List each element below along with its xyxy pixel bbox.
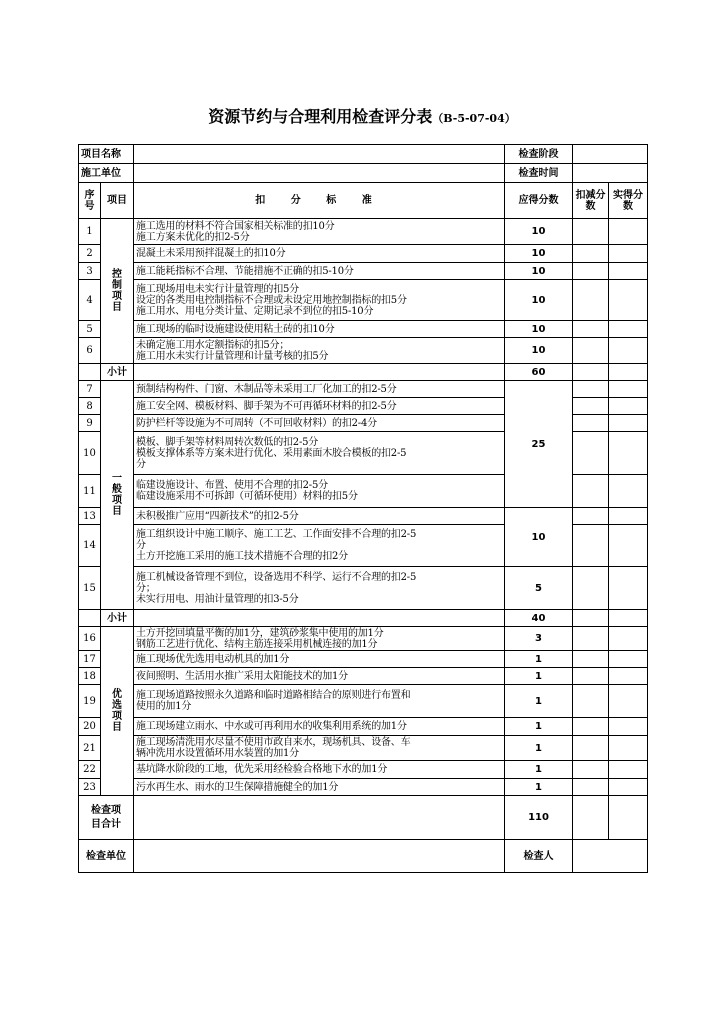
deduct-cell[interactable] (573, 338, 609, 364)
deduct-cell[interactable] (573, 508, 609, 525)
table-row (79, 321, 648, 338)
seq-cell: 11 (79, 475, 101, 508)
criteria-line: 辆冲洗用水设置循环用水装置的加1分 (136, 748, 299, 759)
criteria-cell (134, 567, 505, 610)
criteria-line: 夜间照明、生活用水推广采用太阳能技术的加1分 (136, 670, 348, 682)
actual-cell[interactable] (609, 432, 648, 475)
table-row (79, 736, 648, 761)
deduct-cell[interactable] (573, 668, 609, 685)
score-due-cell: 1 (505, 668, 573, 685)
project-name-value[interactable] (134, 145, 505, 164)
total-label (79, 796, 134, 840)
criteria-cell (134, 263, 505, 280)
criteria-line: 施工用水、用电分类计量、定期记录不到位的扣5-10分 (136, 305, 374, 317)
criteria-cell (134, 398, 505, 415)
actual-cell[interactable] (609, 610, 648, 627)
deduct-header: 扣减分数 (573, 183, 609, 219)
check-unit-value[interactable] (134, 840, 505, 873)
criteria-line: 施工现场清洗用水尽量不使用市政自来水，现场机具、设备、车 (136, 737, 411, 748)
table-row (79, 668, 648, 685)
score-due-cell: 10 (505, 321, 573, 338)
criteria-line: 防护栏杆等设施为不可周转（不可回收材料）的扣2-4分 (136, 417, 377, 429)
seq-cell: 23 (79, 779, 101, 796)
criteria-cell (134, 415, 505, 432)
table-row (79, 651, 648, 668)
subtotal-row (79, 364, 648, 381)
check-unit-label: 检查单位 (79, 840, 134, 873)
actual-cell[interactable] (609, 398, 648, 415)
construction-unit-label: 施工单位 (79, 164, 134, 183)
deduct-cell[interactable] (573, 245, 609, 263)
criteria-cell (134, 321, 505, 338)
category-general: 一 般 项 目 (101, 381, 134, 610)
deduct-cell[interactable] (573, 415, 609, 432)
subtotal-label: 小计 (101, 610, 134, 627)
criteria-line: 分； (136, 582, 156, 594)
check-stage-label: 检查阶段 (505, 145, 573, 164)
table-row (79, 567, 648, 610)
score-due-cell: 5 (505, 567, 573, 610)
deduct-cell[interactable] (573, 796, 609, 840)
actual-cell[interactable] (609, 475, 648, 508)
seq-cell: 22 (79, 761, 101, 779)
actual-cell[interactable] (609, 381, 648, 398)
seq-cell: 9 (79, 415, 101, 432)
actual-cell[interactable] (609, 761, 648, 779)
criteria-cell (134, 219, 505, 245)
criteria-line: 临建设施设计、布置、使用不合理的扣2-5分 (136, 480, 328, 491)
seq-cell: 21 (79, 736, 101, 761)
criteria-line: 施工现场道路按照永久道路和临时道路相结合的原则进行布置和 (136, 690, 411, 701)
table-row (79, 718, 648, 736)
criteria-cell (134, 685, 505, 718)
seq-cell: 3 (79, 263, 101, 280)
criteria-cell (134, 280, 505, 321)
score-sheet (78, 144, 648, 873)
criteria-line: 施工安全网、模板材料、脚手架为不可再循环材料的扣2-5分 (136, 400, 397, 412)
criteria-line: 使用的加1分 (136, 701, 192, 712)
criteria-line: 土方开挖回填量平衡的加1分，建筑砂浆集中使用的加1分 (136, 627, 384, 639)
score-due-header: 应得分数 (505, 183, 573, 219)
actual-cell[interactable] (609, 796, 648, 840)
criteria-line: 施工组织设计中施工顺序、施工工艺、工作面安排不合理的扣2-5 (136, 529, 417, 540)
total-row (79, 796, 648, 840)
actual-cell[interactable] (609, 627, 648, 651)
actual-cell[interactable] (609, 263, 648, 280)
total-criteria (134, 796, 505, 840)
seq-cell: 20 (79, 718, 101, 736)
seq-cell: 15 (79, 567, 101, 610)
check-stage-value[interactable] (573, 145, 648, 164)
criteria-line: 分 (136, 458, 146, 470)
table-row (79, 245, 648, 263)
criteria-line: 污水再生水、雨水的卫生保障措施健全的加1分 (136, 781, 339, 793)
deduct-cell[interactable] (573, 219, 609, 245)
actual-cell[interactable] (609, 280, 648, 321)
criteria-line: 施工现场建立雨水、中水或可再利用水的收集利用系统的加1分 (136, 721, 407, 732)
criteria-line: 施工用水未实行计量管理和计量考核的扣5分 (136, 350, 329, 362)
score-due-cell: 40 (505, 610, 573, 627)
table-row (79, 627, 648, 651)
criteria-line: 施工现场的临时设施建设使用粘土砖的扣10分 (136, 323, 335, 335)
table-row (79, 280, 648, 321)
score-due-cell: 1 (505, 685, 573, 718)
criteria-line: 施工选用的材料不符合国家相关标准的扣10分 (136, 220, 335, 232)
checker-value[interactable] (573, 840, 648, 873)
subtotal-criteria (134, 364, 505, 381)
deduct-cell[interactable] (573, 475, 609, 508)
deduct-cell[interactable] (573, 610, 609, 627)
criteria-cell (134, 761, 505, 779)
criteria-line: 未确定施工用水定额指标的扣5分； (136, 339, 290, 351)
criteria-cell (134, 779, 505, 796)
criteria-line: 施工方案未优化的扣2-5分 (136, 231, 250, 243)
deduct-cell[interactable] (573, 381, 609, 398)
seq-cell: 17 (79, 651, 101, 668)
score-due-cell: 1 (505, 718, 573, 736)
deduct-cell[interactable] (573, 567, 609, 610)
deduct-cell[interactable] (573, 761, 609, 779)
deduct-cell[interactable] (573, 736, 609, 761)
criteria-cell (134, 525, 505, 567)
subtotal-label: 小计 (101, 364, 134, 381)
seq-cell: 19 (79, 685, 101, 718)
item-header: 项目 (101, 183, 134, 219)
subtotal-seq (79, 610, 101, 627)
criteria-line: 钢筋工艺进行优化、结构主筋连接采用机械连接的加1分 (136, 638, 378, 650)
total-label-line: 目合计 (91, 818, 121, 830)
criteria-line: 预制结构构件、门窗、木制品等未采用工厂化加工的扣2-5分 (136, 383, 397, 395)
actual-cell[interactable] (609, 338, 648, 364)
seq-cell: 10 (79, 432, 101, 475)
actual-cell[interactable] (609, 779, 648, 796)
check-time-label: 检查时间 (505, 164, 573, 183)
deduct-cell[interactable] (573, 364, 609, 381)
deduct-cell[interactable] (573, 685, 609, 718)
score-due-cell: 60 (505, 364, 573, 381)
checker-label: 检查人 (505, 840, 573, 873)
seq-cell: 14 (79, 525, 101, 567)
criteria-line: 分 (136, 540, 146, 551)
actual-header: 实得分数 (609, 183, 648, 219)
deduct-cell[interactable] (573, 718, 609, 736)
score-due-cell: 3 (505, 627, 573, 651)
criteria-cell (134, 338, 505, 364)
criteria-cell (134, 668, 505, 685)
seq-cell: 13 (79, 508, 101, 525)
criteria-line: 基坑降水阶段的工地，优先采用经检验合格地下水的加1分 (136, 764, 388, 775)
score-due-cell: 10 (505, 508, 573, 567)
criteria-line: 临建设施采用不可拆卸（可循环使用）材料的扣5分 (136, 491, 358, 502)
project-name-label: 项目名称 (79, 145, 134, 164)
table-row (79, 263, 648, 280)
criteria-line: 模板、脚手架等材料周转次数低的扣2-5分 (136, 436, 319, 448)
score-sheet-body (79, 145, 648, 873)
table-row (79, 779, 648, 796)
criteria-line: 施工能耗指标不合理、节能措施不正确的扣5-10分 (136, 265, 354, 277)
table-row (79, 338, 648, 364)
actual-cell[interactable] (609, 525, 648, 567)
actual-cell[interactable] (609, 245, 648, 263)
actual-cell[interactable] (609, 651, 648, 668)
category-priority: 优 选 项 目 (101, 627, 134, 796)
actual-cell[interactable] (609, 685, 648, 718)
score-due-cell: 10 (505, 245, 573, 263)
criteria-cell (134, 718, 505, 736)
criteria-cell (134, 432, 505, 475)
criteria-line: 混凝土未采用预拌混凝土的扣10分 (136, 248, 286, 259)
title-main: 资源节约与合理利用检查评分表 (208, 107, 433, 126)
criteria-line: 施工机械设备管理不到位，设备选用不科学、运行不合理的扣2-5 (136, 571, 417, 583)
actual-cell[interactable] (609, 415, 648, 432)
score-due-cell: 10 (505, 219, 573, 245)
score-due-cell: 1 (505, 736, 573, 761)
deduct-cell[interactable] (573, 321, 609, 338)
subtotal-row (79, 610, 648, 627)
criteria-line: 模板支撑体系等方案未进行优化、采用素面木胶合模板的扣2-5 (136, 447, 407, 459)
criteria-cell (134, 651, 505, 668)
deduct-cell[interactable] (573, 398, 609, 415)
footer-row (79, 840, 648, 873)
subtotal-criteria (134, 610, 505, 627)
deduct-cell[interactable] (573, 263, 609, 280)
actual-cell[interactable] (609, 364, 648, 381)
seq-cell: 5 (79, 321, 101, 338)
category-control: 控 制 项 目 (101, 219, 134, 364)
deduct-cell[interactable] (573, 651, 609, 668)
table-row (79, 685, 648, 718)
criteria-line: 未实行用电、用油计量管理的扣3-5分 (136, 593, 299, 605)
seq-header: 序号 (79, 183, 101, 219)
criteria-line: 施工现场用电未实行计量管理的扣5分 (136, 283, 299, 295)
page-title (0, 104, 724, 127)
criteria-line: 设定的各类用电控制指标不合理或未设定用地控制指标的扣5分 (136, 294, 407, 306)
criteria-cell (134, 245, 505, 263)
seq-cell: 18 (79, 668, 101, 685)
score-due-cell: 1 (505, 651, 573, 668)
criteria-cell (134, 508, 505, 525)
seq-cell: 16 (79, 627, 101, 651)
table-row (79, 381, 648, 398)
actual-cell[interactable] (609, 219, 648, 245)
seq-cell: 8 (79, 398, 101, 415)
seq-cell: 2 (79, 245, 101, 263)
actual-cell[interactable] (609, 567, 648, 610)
construction-unit-value[interactable] (134, 164, 505, 183)
score-due-cell: 1 (505, 779, 573, 796)
subtotal-seq (79, 364, 101, 381)
actual-cell[interactable] (609, 718, 648, 736)
actual-cell[interactable] (609, 321, 648, 338)
criteria-cell (134, 381, 505, 398)
table-row (79, 219, 648, 245)
criteria-header: 扣 分 标 准 (134, 183, 505, 219)
criteria-line: 未积极推广应用“四新技术”的扣2-5分 (136, 510, 299, 522)
actual-cell[interactable] (609, 668, 648, 685)
seq-cell: 6 (79, 338, 101, 364)
criteria-line: 土方开挖施工采用的施工技术措施不合理的扣2分 (136, 551, 348, 562)
table-row (79, 508, 648, 525)
seq-cell: 7 (79, 381, 101, 398)
total-label-line: 检查项 (91, 804, 121, 816)
criteria-cell (134, 627, 505, 651)
title-code: （B-5-07-04） (432, 112, 516, 125)
score-due-cell: 10 (505, 280, 573, 321)
criteria-cell (134, 736, 505, 761)
score-due-cell: 110 (505, 796, 573, 840)
score-due-cell: 10 (505, 338, 573, 364)
deduct-cell[interactable] (573, 627, 609, 651)
deduct-cell[interactable] (573, 525, 609, 567)
seq-cell: 4 (79, 280, 101, 321)
deduct-cell[interactable] (573, 779, 609, 796)
deduct-cell[interactable] (573, 280, 609, 321)
score-due-cell: 25 (505, 381, 573, 508)
score-due-cell: 1 (505, 761, 573, 779)
criteria-line: 施工现场优先选用电动机具的加1分 (136, 653, 290, 665)
seq-cell: 1 (79, 219, 101, 245)
check-time-value[interactable] (573, 164, 648, 183)
table-row (79, 761, 648, 779)
score-due-cell: 10 (505, 263, 573, 280)
deduct-cell[interactable] (573, 432, 609, 475)
actual-cell[interactable] (609, 508, 648, 525)
actual-cell[interactable] (609, 736, 648, 761)
criteria-cell (134, 475, 505, 508)
